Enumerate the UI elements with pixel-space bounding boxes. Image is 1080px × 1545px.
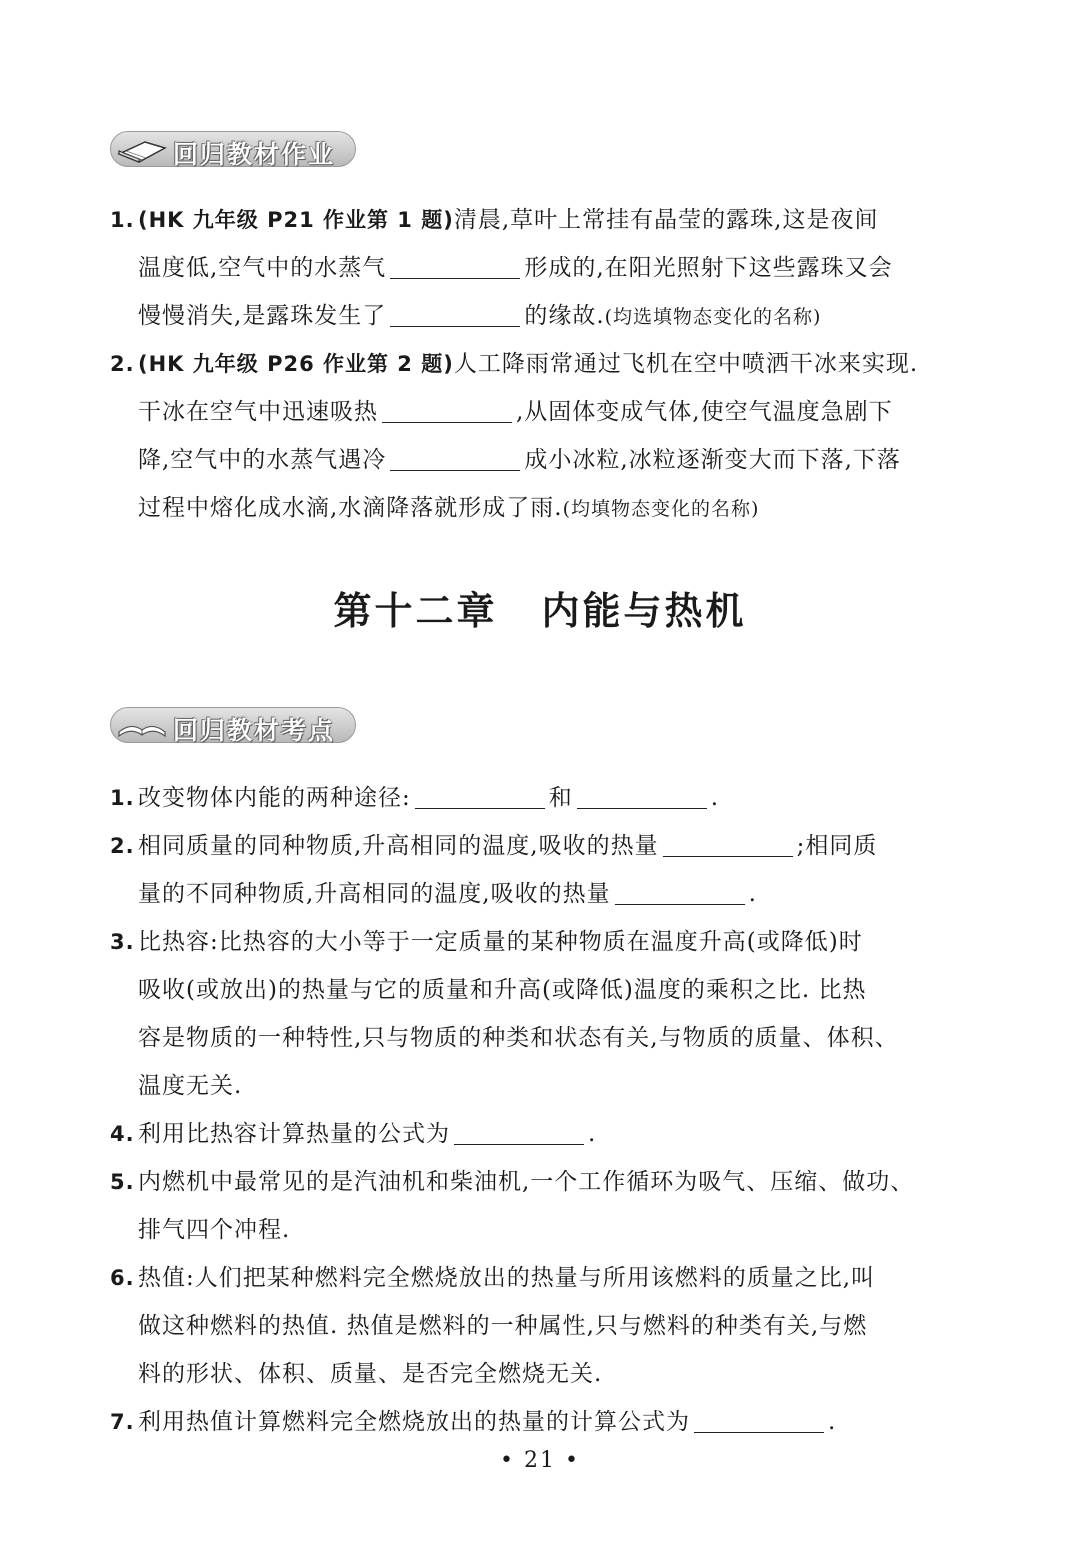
answer-blank[interactable]: [663, 855, 793, 857]
chapter-name: 内能与热机: [541, 589, 747, 633]
point-number: 6.: [110, 1266, 135, 1290]
section-banner-homework: [110, 130, 356, 168]
question-text: 形成的,在阳光照射下这些露珠又会: [524, 255, 893, 281]
question-note: (均填物态变化的名称): [562, 498, 760, 520]
question-text: 过程中熔化成水滴,水滴降落就形成了雨.: [138, 495, 563, 521]
section-banner-keypoints: [110, 706, 356, 744]
point-text: 容是物质的一种特性,只与物质的种类和状态有关,与物质的质量、体积、: [138, 1025, 899, 1051]
question-source: (HK 九年级 P21 作业第 1 题): [138, 208, 454, 232]
point-text: .: [588, 1121, 597, 1147]
point-text: 利用热值计算燃料完全燃烧放出的热量的计算公式为: [138, 1409, 690, 1435]
homework-question-2: [110, 340, 970, 532]
question-number: 1.: [110, 208, 135, 232]
point-text: .: [828, 1409, 837, 1435]
answer-blank[interactable]: [382, 421, 512, 423]
point-number: 5.: [110, 1170, 135, 1194]
point-text: 量的不同种物质,升高相同的温度,吸收的热量: [138, 881, 611, 907]
point-number: 2.: [110, 834, 135, 858]
point-text: 温度无关.: [138, 1073, 243, 1099]
question-note: (均选填物态变化的名称): [604, 306, 822, 328]
point-number: 3.: [110, 930, 135, 954]
question-number: 2.: [110, 352, 135, 376]
chapter-title: [0, 580, 1080, 635]
point-text: 利用比热容计算热量的公式为: [138, 1121, 450, 1147]
answer-blank[interactable]: [390, 277, 520, 279]
question-text: ,从固体变成气体,使空气温度急剧下: [516, 399, 893, 425]
chapter-number: 第十二章: [333, 589, 498, 633]
point-text: 排气四个冲程.: [138, 1217, 291, 1243]
banner-title: 回归教材考点: [173, 716, 336, 745]
point-text: 和: [548, 785, 573, 811]
question-text: 成小冰粒,冰粒逐渐变大而下落,下落: [524, 447, 901, 473]
point-text: .: [710, 785, 720, 811]
book-icon: [115, 136, 169, 164]
question-text: 干冰在空气中迅速吸热: [138, 399, 378, 425]
question-text: 慢慢消失,是露珠发生了: [138, 303, 387, 329]
point-text: 热值:人们把某种燃料完全燃烧放出的热量与所用该燃料的质量之比,叫: [138, 1265, 876, 1291]
answer-blank[interactable]: [694, 1431, 824, 1433]
point-text: ;相同质: [796, 833, 878, 859]
answer-blank[interactable]: [577, 807, 707, 809]
point-text: 改变物体内能的两种途径:: [138, 785, 411, 811]
answer-blank[interactable]: [415, 807, 545, 809]
point-number: 4.: [110, 1122, 135, 1146]
keypoint-6: [110, 1254, 970, 1398]
keypoint-2: [110, 822, 970, 918]
keypoint-7: [110, 1398, 970, 1446]
open-book-icon: [115, 712, 169, 740]
point-text: 比热容:比热容的大小等于一定质量的某种物质在温度升高(或降低)时: [138, 929, 863, 955]
point-text: 吸收(或放出)的热量与它的质量和升高(或降低)温度的乘积之比. 比热: [138, 977, 867, 1003]
question-source: (HK 九年级 P26 作业第 2 题): [138, 352, 454, 376]
banner-title: 回归教材作业: [173, 140, 336, 169]
question-text: 清晨,草叶上常挂有晶莹的露珠,这是夜间: [453, 207, 879, 233]
point-text: 料的形状、体积、质量、是否完全燃烧无关.: [138, 1361, 603, 1387]
question-text: 的缘故.: [524, 303, 605, 329]
point-text: 内燃机中最常见的是汽油机和柴油机,一个工作循环为吸气、压缩、做功、: [138, 1169, 915, 1195]
banner-pill: [110, 131, 356, 167]
point-number: 7.: [110, 1410, 135, 1434]
point-text: .: [748, 881, 757, 907]
answer-blank[interactable]: [390, 469, 520, 471]
point-text: 做这种燃料的热值. 热值是燃料的一种属性,只与燃料的种类有关,与燃: [138, 1313, 868, 1339]
question-text: 温度低,空气中的水蒸气: [138, 255, 387, 281]
homework-question-1: [110, 196, 970, 340]
banner-pill: [110, 707, 356, 743]
point-number: 1.: [110, 786, 135, 810]
keypoint-1: [110, 774, 970, 822]
question-text: 人工降雨常通过飞机在空中喷洒干冰来实现.: [453, 351, 919, 377]
answer-blank[interactable]: [615, 903, 745, 905]
answer-blank[interactable]: [454, 1143, 584, 1145]
keypoint-5: [110, 1158, 970, 1254]
answer-blank[interactable]: [390, 325, 520, 327]
point-text: 相同质量的同种物质,升高相同的温度,吸收的热量: [138, 833, 659, 859]
question-text: 降,空气中的水蒸气遇冷: [138, 447, 387, 473]
keypoint-3: [110, 918, 970, 1110]
keypoint-4: [110, 1110, 970, 1158]
page-number: • 21 •: [500, 1448, 580, 1473]
